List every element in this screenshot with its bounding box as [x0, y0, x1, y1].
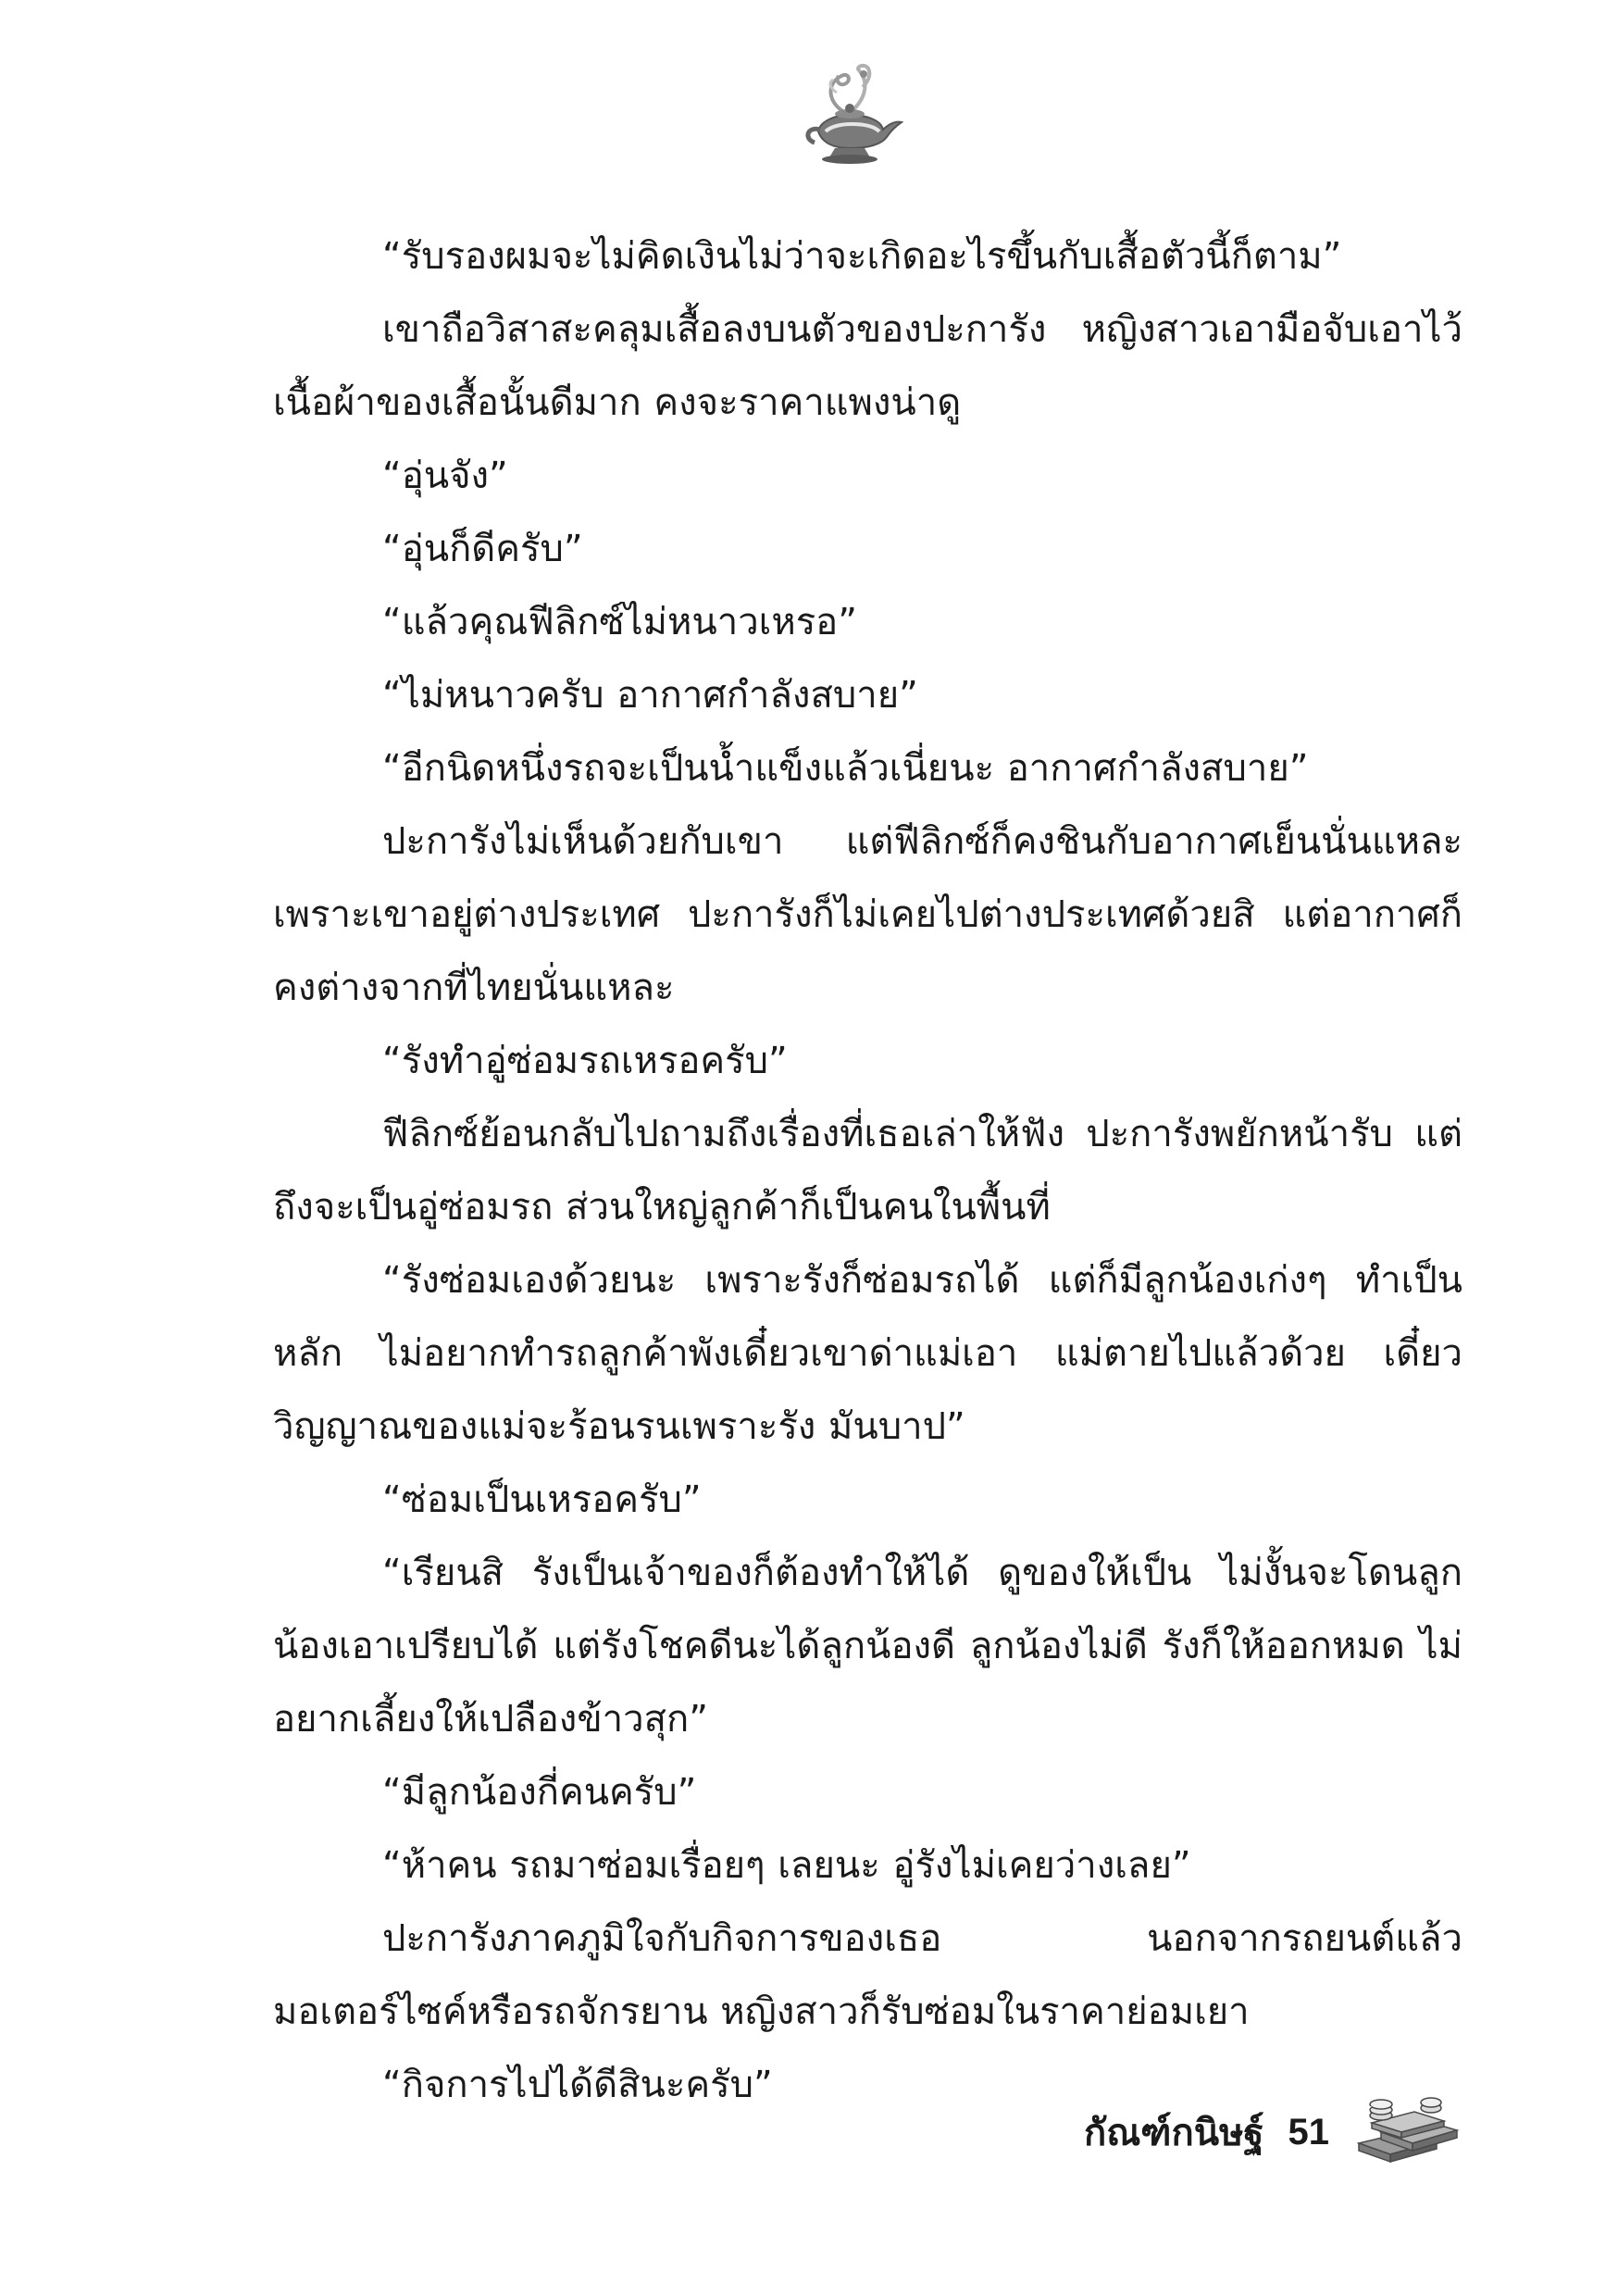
paragraph: “อีกนิดหนึ่งรถจะเป็นน้ำแข็งแล้วเนี่ยนะ อากาศกำลังสบาย” [382, 747, 1309, 790]
money-stack-icon [1353, 2095, 1462, 2169]
paragraph: “กิจการไปได้ดีสินะครับ” [382, 2064, 773, 2106]
paragraph: “รับรองผมจะไม่คิดเงินไม่ว่าจะเกิดอะไรขึ้นกับเสื้อตัวนี้ก็ตาม” [382, 235, 1342, 278]
paragraph: ปะการังภาคภูมิใจกับกิจการของเธอ นอกจากรถยนต์แล้ว มอเตอร์ไซค์หรือรถจักรยาน หญิงสาวก็รับซ่อมในราคาย่อมเยา [273, 1917, 1462, 2033]
page-number: 51 [1288, 2111, 1329, 2152]
paragraph: “ห้าคน รถมาซ่อมเรื่อยๆ เลยนะ อู่รังไม่เคยว่างเลย” [382, 1844, 1191, 1887]
paragraph: เขาถือวิสาสะคลุมเสื้อลงบนตัวของปะการัง หญิงสาวเอามือจับเอาไว้ เนื้อผ้าของเสื้อนั้นดีมาก คงจะราคาแพงน่าดู [273, 308, 1462, 424]
paragraph: “อุ่นจัง” [382, 455, 508, 497]
page-body-text [273, 220, 1462, 2122]
paragraph: “อุ่นก็ดีครับ” [382, 528, 583, 570]
paragraph: “ซ่อมเป็นเหรอครับ” [382, 1479, 702, 1521]
paragraph: “ไม่หนาวครับ อากาศกำลังสบาย” [382, 674, 918, 717]
paragraph: “มีลูกน้องกี่คนครับ” [382, 1771, 697, 1814]
paragraph: “เรียนสิ รังเป็นเจ้าของก็ต้องทำให้ได้ ดูของให้เป็น ไม่งั้นจะโดนลูกน้องเอาเปรียบได้ แต่รังโชคดีนะได้ลูกน้องดี ลูกน้องไม่ดี รังก็ให้ออกหมด ไม่อยากเลี้ยงให้เปลืองข้าวสุก” [273, 1552, 1462, 1741]
paragraph: ฟีลิกซ์ย้อนกลับไปถามถึงเรื่องที่เธอเล่าให้ฟัง ปะการังพยักหน้ารับ แต่ถึงจะเป็นอู่ซ่อมรถ ส่วนใหญ่ลูกค้าก็เป็นคนในพื้นที่ [273, 1113, 1462, 1229]
paragraph: ปะการังไม่เห็นด้วยกับเขา แต่ฟีลิกซ์ก็คงชินกับอากาศเย็นนั่นแหละ เพราะเขาอยู่ต่างประเทศ ปะการังก็ไม่เคยไปต่างประเทศด้วยสิ แต่อากาศก็คงต่างจากที่ไทยนั่นแหละ [273, 820, 1462, 1009]
paragraph: “แล้วคุณฟีลิกซ์ไม่หนาวเหรอ” [382, 601, 857, 643]
paragraph: “รังทำอู่ซ่อมรถเหรอครับ” [382, 1040, 788, 1082]
page-footer [1084, 2090, 1462, 2174]
genie-lamp-icon [790, 56, 911, 176]
paragraph: “รังซ่อมเองด้วยนะ เพราะรังก็ซ่อมรถได้ แต่ก็มีลูกน้องเก่งๆ ทำเป็นหลัก ไม่อยากทำรถลูกค้าพังเดี๋ยวเขาด่าแม่เอา แม่ตายไปแล้วด้วย เดี๋ยววิญญาณของแม่จะร้อนรนเพราะรัง มันบาป” [273, 1259, 1462, 1448]
book-title: กัณฑ์กนิษฐ์ [1083, 2112, 1264, 2154]
